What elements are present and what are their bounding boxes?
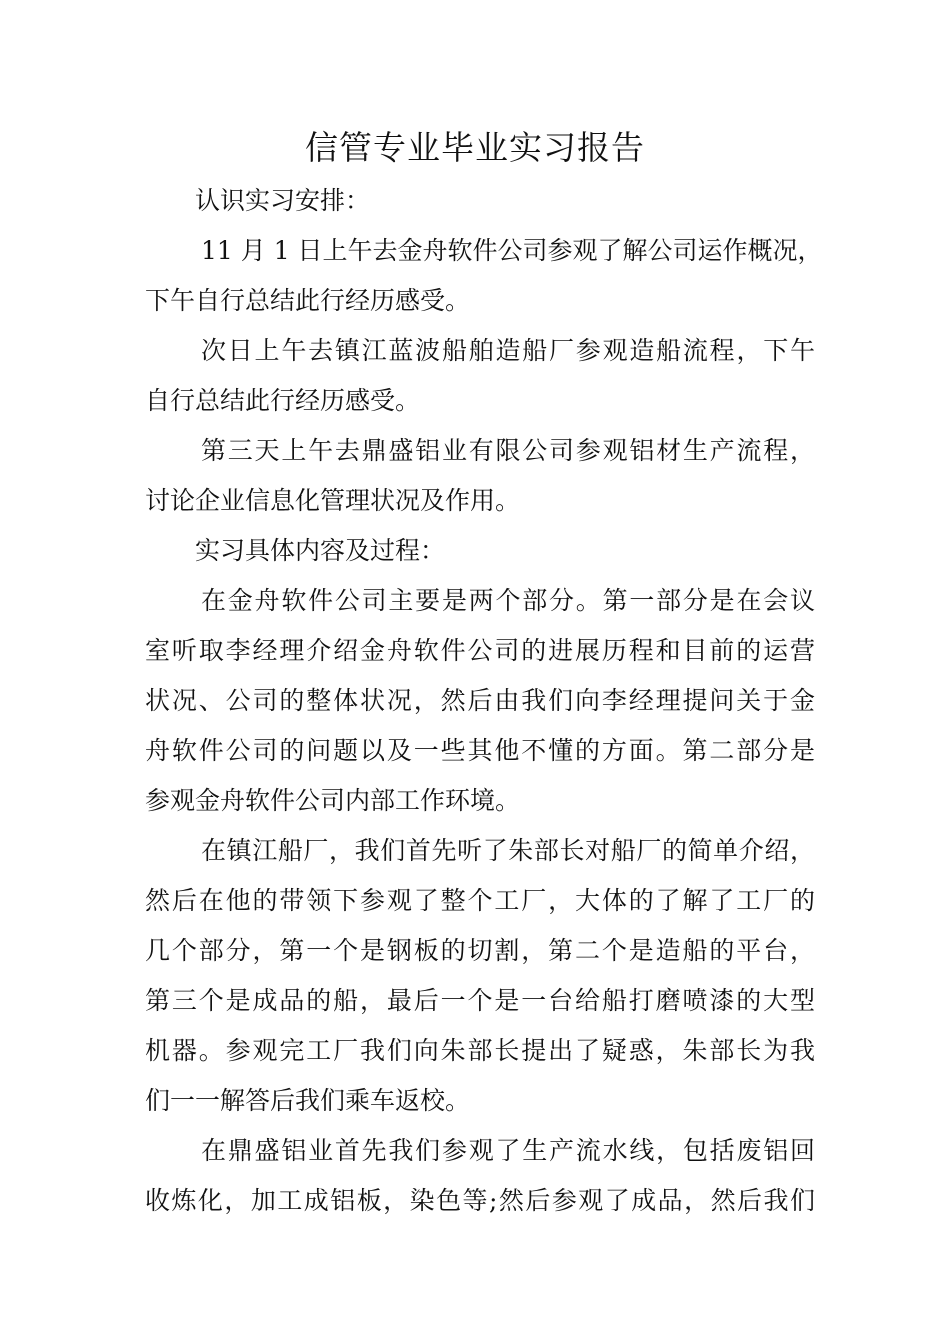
paragraph-aluminum-company: [145, 1126, 815, 1226]
text-line: 然后在他的带领下参观了整个工厂，大体的了解了工厂的: [145, 886, 815, 915]
paragraph-day1: [145, 226, 823, 326]
paragraph-day2: [145, 326, 815, 426]
text-line: 状况、公司的整体状况，然后由我们向李经理提问关于金: [145, 686, 815, 715]
text-line: 机器。参观完工厂我们向朱部长提出了疑惑，朱部长为我: [145, 1036, 815, 1065]
paragraph-day3: [145, 426, 815, 526]
text-line: 们一一解答后我们乘车返校。: [145, 1086, 471, 1115]
text-line: 第三天上午去鼎盛铝业有限公司参观铝材生产流程，: [201, 436, 815, 465]
text-line: 第三个是成品的船，最后一个是一台给船打磨喷漆的大型: [145, 986, 815, 1015]
text-line: 在金舟软件公司主要是两个部分。第一部分是在会议: [201, 586, 815, 615]
section-heading-arrangement: 认识实习安排：: [195, 186, 371, 215]
text-line: 参观金舟软件公司内部工作环境。: [145, 786, 521, 815]
text-line: 收炼化，加工成铝板，染色等;然后参观了成品，然后我们: [145, 1186, 815, 1215]
text-line: 讨论企业信息化管理状况及作用。: [145, 486, 521, 515]
text-line: 11 月 1 日上午去金舟软件公司参观了解公司运作概况，: [201, 236, 823, 265]
text-line: 舟软件公司的问题以及一些其他不懂的方面。第二部分是: [145, 736, 815, 765]
text-line: 几个部分，第一个是钢板的切割，第二个是造船的平台，: [145, 936, 815, 965]
text-line: 在鼎盛铝业首先我们参观了生产流水线，包括废铝回: [201, 1136, 815, 1165]
text-line: 自行总结此行经历感受。: [145, 386, 421, 415]
text-line: 次日上午去镇江蓝波船舶造船厂参观造船流程，下午: [201, 336, 815, 365]
section-heading-content: 实习具体内容及过程：: [195, 536, 446, 565]
paragraph-software-company: [145, 576, 815, 826]
text-line: 室听取李经理介绍金舟软件公司的进展历程和目前的运营: [145, 636, 815, 665]
paragraph-shipyard: [145, 826, 815, 1126]
document-body: [145, 176, 823, 1226]
text-line: 下午自行总结此行经历感受。: [145, 286, 471, 315]
document-title: 信管专业毕业实习报告: [305, 128, 645, 167]
text-line: 在镇江船厂，我们首先听了朱部长对船厂的简单介绍，: [201, 836, 815, 865]
